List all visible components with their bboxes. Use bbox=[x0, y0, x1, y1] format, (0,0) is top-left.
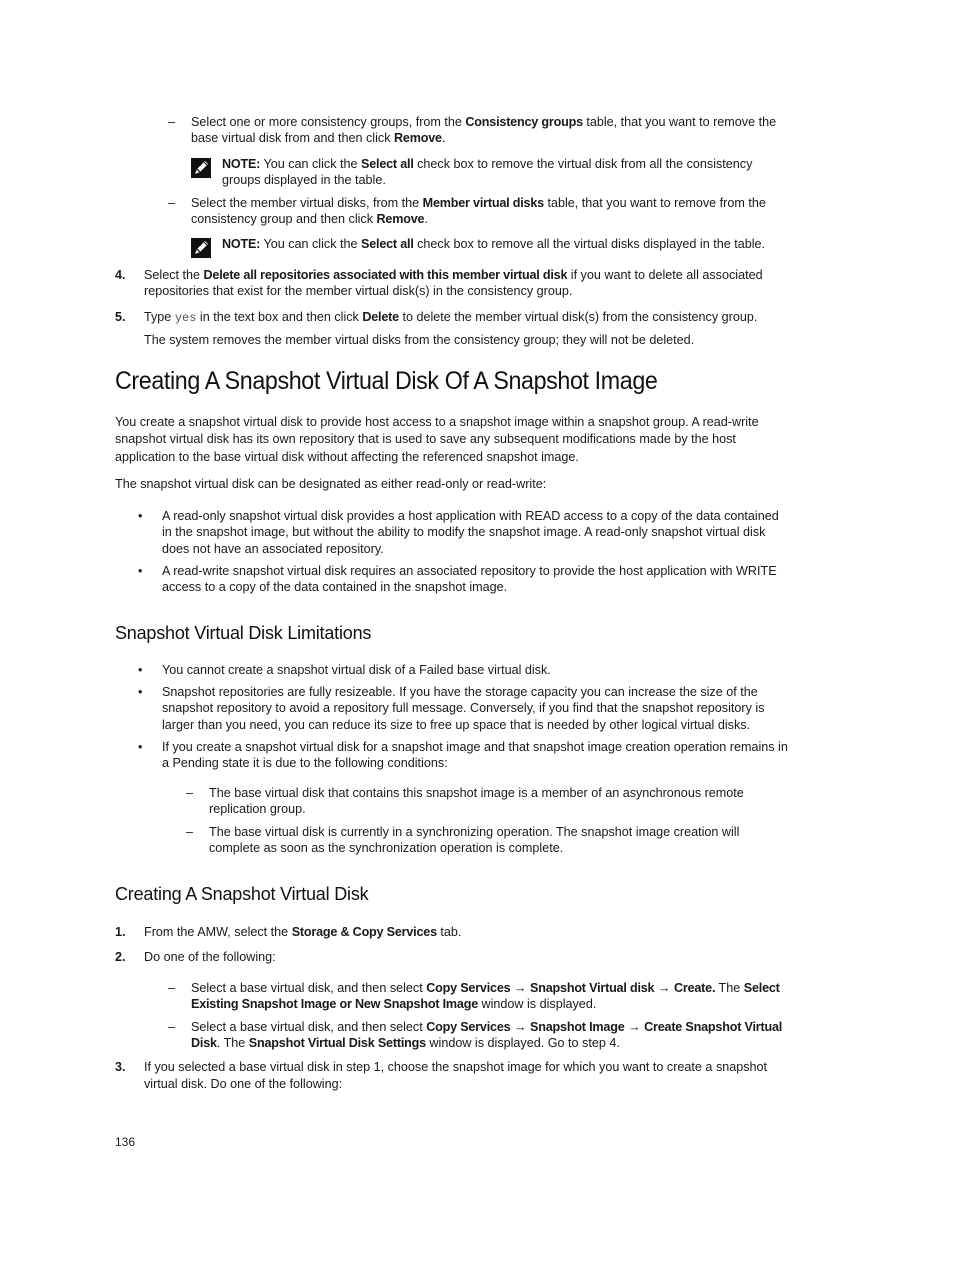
option-snapshot-virtual-disk: Select a base virtual disk, and then select Copy Services → Snapshot Virtual disk → Create. The Select Existing Snapshot Image or New Snapshot Image window is displayed. bbox=[191, 981, 780, 1012]
step-delete-repositories: Select the Delete all repositories associated with this member virtual disk if you want to delete all associated repositories that exist for the member virtual disk(s) in the consistency group. bbox=[144, 268, 763, 299]
page-title: Creating A Snapshot Virtual Disk Of A Snapshot Image bbox=[115, 367, 658, 395]
section-heading-creating: Creating A Snapshot Virtual Disk bbox=[115, 884, 369, 904]
intro-paragraph: You create a snapshot virtual disk to provide host access to a snapshot image within a snapshot group. A read-write snapshot virtual disk has its own repository that is used to save any subsequent modifications made by the host application to the base virtual disk without affecting the referenced snapshot image. bbox=[115, 415, 759, 464]
intro-designation: The snapshot virtual disk can be designated as either read-only or read-write: bbox=[115, 477, 547, 491]
step-number: 4. bbox=[115, 268, 126, 282]
bullet-marker: • bbox=[138, 564, 143, 578]
remove-member-disks-item: Select the member virtual disks, from the Member virtual disks table, that you want to remove from the consistency group and then click Remove. bbox=[191, 196, 766, 227]
list-item: A read-write snapshot virtual disk requires an associated repository to provide the host application with WRITE access to a copy of the data contained in the snapshot image. bbox=[162, 564, 777, 595]
dash-marker: – bbox=[168, 981, 176, 995]
condition-item: The base virtual disk that contains this snapshot image is a member of an asynchronous remote replication group. bbox=[209, 786, 744, 817]
list-item: Snapshot repositories are fully resizeable. If you have the storage capacity you can increase the size of the snapshot repository to avoid a repository full message. Conversely, if you find that the snapshot repository is larger than you need, you can reduce its size to free up space that is needed by other logical virtual disks. bbox=[162, 685, 765, 732]
dash-marker: – bbox=[186, 786, 194, 800]
bullet-marker: • bbox=[138, 663, 143, 677]
bullet-marker: • bbox=[138, 509, 143, 523]
dash-marker: – bbox=[168, 115, 176, 129]
list-item: A read-only snapshot virtual disk provides a host application with READ access to a copy of the data contained in the snapshot image, but without the ability to modify the snapshot image. A read-only snapshot virtual disk does not have an associated repository. bbox=[162, 509, 779, 556]
remove-consistency-group-item: Select one or more consistency groups, from the Consistency groups table, that you want to remove the base virtual disk from and then click Remove. bbox=[191, 115, 777, 146]
code-yes: yes bbox=[174, 311, 197, 325]
page-number: 136 bbox=[115, 1135, 136, 1149]
bullet-marker: • bbox=[138, 685, 143, 699]
section-heading-limitations: Snapshot Virtual Disk Limitations bbox=[115, 623, 372, 643]
note-pencil-icon bbox=[190, 237, 212, 259]
step-number: 5. bbox=[115, 310, 126, 324]
step-number: 2. bbox=[115, 950, 126, 964]
note-pencil-icon bbox=[190, 157, 212, 179]
step-choose-image: If you selected a base virtual disk in step 1, choose the snapshot image for which you want to create a snapshot virtual disk. Do one of the following: bbox=[144, 1060, 768, 1092]
bullet-marker: • bbox=[138, 740, 143, 754]
step-do-one: Do one of the following: bbox=[144, 950, 276, 964]
step-type-yes: Type yes in the text box and then click Delete to delete the member virtual disk(s) from the consistency group. bbox=[144, 310, 758, 325]
dash-marker: – bbox=[168, 1020, 176, 1034]
step-number: 1. bbox=[115, 925, 126, 939]
list-item: You cannot create a snapshot virtual disk of a Failed base virtual disk. bbox=[162, 663, 551, 677]
dash-marker: – bbox=[168, 196, 176, 210]
option-snapshot-image: Select a base virtual disk, and then select Copy Services → Snapshot Image → Create Snapshot Virtual Disk. The Snapshot Virtual Disk Settings window is displayed. Go to step 4. bbox=[191, 1020, 783, 1051]
note-select-all-disks: NOTE: You can click the Select all check box to remove all the virtual disks displayed in the table. bbox=[222, 237, 766, 251]
condition-item: The base virtual disk is currently in a synchronizing operation. The snapshot image creation will complete as soon as the synchronization operation is complete. bbox=[209, 825, 740, 856]
step-result: The system removes the member virtual disks from the consistency group; they will not be deleted. bbox=[144, 333, 695, 347]
step-number: 3. bbox=[115, 1060, 126, 1074]
step-select-tab: From the AMW, select the Storage & Copy Services tab. bbox=[144, 925, 462, 939]
note-select-all-groups: NOTE: You can click the Select all check box to remove the virtual disk from all the consistency groups displayed in the table. bbox=[222, 157, 753, 188]
list-item: If you create a snapshot virtual disk for a snapshot image and that snapshot image creation operation remains in a Pending state it is due to the following conditions: bbox=[162, 740, 788, 771]
dash-marker: – bbox=[186, 825, 194, 839]
